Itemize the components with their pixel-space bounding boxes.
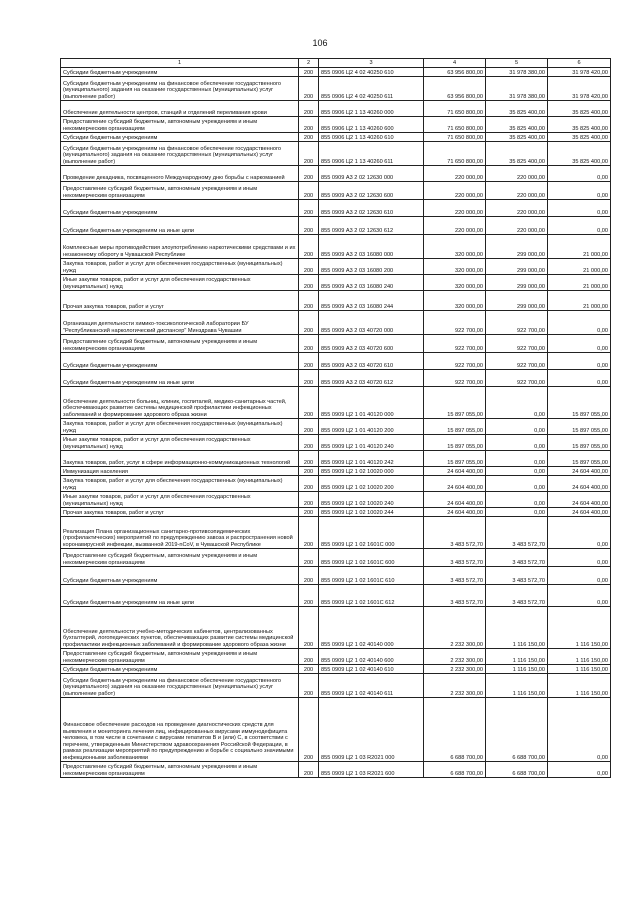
- row-code-cell: 855 0909 А3 2 02 12630 000: [319, 166, 424, 182]
- row-value-3-cell: 24 604 400,00: [548, 476, 611, 492]
- row-value-2-cell: 922 700,00: [486, 370, 548, 387]
- row-code-cell: 855 0909 Ц2 1 02 10020 200: [319, 476, 424, 492]
- row-code-cell: 855 0906 Ц2 1 13 40260 600: [319, 117, 424, 133]
- table-row: [61, 101, 611, 117]
- table-row: [61, 585, 611, 607]
- row-value-2-cell: 0,00: [486, 387, 548, 419]
- row-value-2-cell: 3 483 572,70: [486, 517, 548, 549]
- row-code-cell: 855 0909 Ц2 1 01 40120 000: [319, 387, 424, 419]
- row-value-1-cell: 2 232 300,00: [424, 649, 486, 665]
- row-group-cell: 200: [299, 217, 319, 235]
- row-value-3-cell: 1 116 150,00: [548, 674, 611, 698]
- table-row: [61, 435, 611, 451]
- row-value-1-cell: 63 956 800,00: [424, 77, 486, 101]
- row-name-cell: Комплексные меры противодействия злоупотреблению наркотическими средствами и их незаконному обороту в Чувашской Республике: [61, 235, 299, 259]
- row-code-cell: 855 0909 А3 2 03 40720 610: [319, 353, 424, 370]
- table-row: [61, 517, 611, 549]
- row-value-1-cell: 320 000,00: [424, 275, 486, 291]
- row-value-1-cell: 15 897 055,00: [424, 387, 486, 419]
- table-row: [61, 762, 611, 778]
- row-group-cell: 200: [299, 585, 319, 607]
- row-code-cell: 855 0909 Ц2 1 02 1601С 612: [319, 585, 424, 607]
- row-name-cell: Субсидии бюджетным учреждениям на иные цели: [61, 217, 299, 235]
- row-code-cell: 855 0909 Ц2 1 02 10020 240: [319, 492, 424, 508]
- row-value-3-cell: 24 604 400,00: [548, 508, 611, 517]
- row-name-cell: Субсидии бюджетным учреждениям на финансовое обеспечение государственного (муниципального) задания на оказание государственных (муниципальных) услуг (выполнение работ): [61, 674, 299, 698]
- row-name-cell: Предоставление субсидий бюджетным, автономным учреждениям и иным некоммерческим организациям: [61, 335, 299, 353]
- row-value-2-cell: 0,00: [486, 508, 548, 517]
- row-value-2-cell: 3 483 572,70: [486, 567, 548, 585]
- row-value-1-cell: 15 897 055,00: [424, 419, 486, 435]
- row-code-cell: 855 0909 Ц2 1 02 40140 000: [319, 607, 424, 649]
- row-value-3-cell: 15 897 055,00: [548, 387, 611, 419]
- row-code-cell: 855 0909 А3 2 02 12630 600: [319, 182, 424, 200]
- row-name-cell: Закупка товаров, работ и услуг для обеспечения государственных (муниципальных) нужд: [61, 476, 299, 492]
- table-row: [61, 370, 611, 387]
- row-name-cell: Финансовое обеспечение расходов на проведение диагностических средств для выявления и мониторинга лечения лиц, инфицированных вирусами иммунодефицита человека, в том числе в сочетании с вирусами гепатитов В и (или) С, в соответствии с перечнем, утвержденным Министерством здравоохранения Российской Федерации, в рамках реализации мероприятий по предупреждению и борьбе с социально значимыми инфекционными заболеваниями: [61, 698, 299, 762]
- table-row: [61, 467, 611, 476]
- row-value-2-cell: 3 483 572,70: [486, 585, 548, 607]
- row-code-cell: 855 0909 Ц2 1 01 40120 200: [319, 419, 424, 435]
- row-code-cell: 855 0909 Ц2 1 03 R2021 600: [319, 762, 424, 778]
- row-group-cell: 200: [299, 275, 319, 291]
- row-value-2-cell: 0,00: [486, 435, 548, 451]
- row-value-2-cell: 299 000,00: [486, 291, 548, 311]
- table-row: [61, 698, 611, 762]
- row-value-2-cell: 35 825 400,00: [486, 133, 548, 142]
- row-name-cell: Субсидии бюджетным учреждениям: [61, 68, 299, 77]
- row-value-2-cell: 299 000,00: [486, 275, 548, 291]
- row-value-3-cell: 0,00: [548, 762, 611, 778]
- row-value-2-cell: 6 688 700,00: [486, 698, 548, 762]
- row-value-3-cell: 0,00: [548, 166, 611, 182]
- row-value-1-cell: 922 700,00: [424, 311, 486, 335]
- row-value-1-cell: 3 483 572,70: [424, 549, 486, 567]
- row-code-cell: 855 0906 Ц2 4 02 40250 611: [319, 77, 424, 101]
- table-row: [61, 235, 611, 259]
- row-group-cell: 200: [299, 451, 319, 467]
- row-value-1-cell: 320 000,00: [424, 291, 486, 311]
- row-name-cell: Субсидии бюджетным учреждениям: [61, 353, 299, 370]
- row-value-3-cell: 21 000,00: [548, 235, 611, 259]
- table-row: [61, 182, 611, 200]
- table-row: [61, 259, 611, 275]
- table-row: [61, 492, 611, 508]
- row-value-3-cell: 0,00: [548, 517, 611, 549]
- table-row: [61, 508, 611, 517]
- header-cell-5: 5: [486, 59, 548, 68]
- row-group-cell: 200: [299, 517, 319, 549]
- row-code-cell: 855 0909 А3 2 03 16080 240: [319, 275, 424, 291]
- row-value-1-cell: 71 650 800,00: [424, 133, 486, 142]
- row-value-1-cell: 220 000,00: [424, 182, 486, 200]
- row-group-cell: 200: [299, 200, 319, 217]
- row-value-2-cell: 0,00: [486, 492, 548, 508]
- row-group-cell: 200: [299, 235, 319, 259]
- row-group-cell: 200: [299, 166, 319, 182]
- row-name-cell: Субсидии бюджетным учреждениям: [61, 200, 299, 217]
- row-group-cell: 200: [299, 259, 319, 275]
- row-value-1-cell: 24 604 400,00: [424, 508, 486, 517]
- table-row: [61, 275, 611, 291]
- header-cell-1: 1: [61, 59, 299, 68]
- row-value-2-cell: 3 483 572,70: [486, 549, 548, 567]
- row-group-cell: 200: [299, 665, 319, 674]
- row-value-3-cell: 0,00: [548, 217, 611, 235]
- row-name-cell: Предоставление субсидий бюджетным, автономным учреждениям и иным некоммерческим организациям: [61, 649, 299, 665]
- row-value-2-cell: 299 000,00: [486, 259, 548, 275]
- row-name-cell: Субсидии бюджетным учреждениям: [61, 665, 299, 674]
- row-value-1-cell: 2 232 300,00: [424, 665, 486, 674]
- row-name-cell: Реализация Плана организационных санитарно-противоэпидемических (профилактических) мероприятий по предупреждению завоза и распространения новой коронавирусной инфекции, вызванной 2019-nCoV, в Чувашской Республике: [61, 517, 299, 549]
- row-value-3-cell: 21 000,00: [548, 291, 611, 311]
- row-value-1-cell: 63 956 800,00: [424, 68, 486, 77]
- table-row: [61, 217, 611, 235]
- header-cell-3: 3: [319, 59, 424, 68]
- table-row: [61, 335, 611, 353]
- row-value-1-cell: 922 700,00: [424, 370, 486, 387]
- row-name-cell: Субсидии бюджетным учреждениям на финансовое обеспечение государственного (муниципального) задания на оказание государственных (муниципальных) услуг (выполнение работ): [61, 142, 299, 166]
- row-group-cell: 200: [299, 133, 319, 142]
- table-row: [61, 419, 611, 435]
- table-row: [61, 133, 611, 142]
- row-code-cell: 855 0909 А3 2 03 40720 600: [319, 335, 424, 353]
- row-value-3-cell: 1 116 150,00: [548, 649, 611, 665]
- row-value-3-cell: 0,00: [548, 698, 611, 762]
- row-code-cell: 855 0906 Ц2 1 13 40260 611: [319, 142, 424, 166]
- row-value-2-cell: 220 000,00: [486, 182, 548, 200]
- row-name-cell: Прочая закупка товаров, работ и услуг: [61, 508, 299, 517]
- row-name-cell: Закупка товаров, работ и услуг для обеспечения государственных (муниципальных) нужд: [61, 419, 299, 435]
- row-name-cell: Организация деятельности химико-токсикологической лаборатории БУ "Республиканский наркологический диспансер" Минздрава Чувашии: [61, 311, 299, 335]
- row-group-cell: 200: [299, 291, 319, 311]
- row-value-1-cell: 15 897 055,00: [424, 435, 486, 451]
- table-row: [61, 353, 611, 370]
- row-value-3-cell: 0,00: [548, 353, 611, 370]
- row-code-cell: 855 0909 А3 2 02 12630 610: [319, 200, 424, 217]
- row-value-3-cell: 24 604 400,00: [548, 467, 611, 476]
- row-group-cell: 200: [299, 567, 319, 585]
- row-value-2-cell: 922 700,00: [486, 311, 548, 335]
- row-value-3-cell: 15 897 055,00: [548, 435, 611, 451]
- row-value-1-cell: 320 000,00: [424, 259, 486, 275]
- row-value-3-cell: 35 825 400,00: [548, 133, 611, 142]
- row-code-cell: 855 0909 Ц2 1 02 40140 600: [319, 649, 424, 665]
- table-row: [61, 451, 611, 467]
- row-name-cell: Закупка товаров, работ, услуг в сфере информационно-коммуникационных технологий: [61, 451, 299, 467]
- row-value-3-cell: 35 825 400,00: [548, 117, 611, 133]
- row-name-cell: Проведение декадника, посвященного Международному дню борьбы с наркоманией: [61, 166, 299, 182]
- row-value-1-cell: 3 483 572,70: [424, 585, 486, 607]
- row-group-cell: 200: [299, 311, 319, 335]
- row-group-cell: 200: [299, 117, 319, 133]
- table-row: [61, 166, 611, 182]
- row-group-cell: 200: [299, 182, 319, 200]
- row-value-3-cell: 1 116 150,00: [548, 607, 611, 649]
- header-cell-6: 6: [548, 59, 611, 68]
- row-code-cell: 855 0909 Ц2 1 03 R2021 000: [319, 698, 424, 762]
- row-name-cell: Закупка товаров, работ и услуг для обеспечения государственных (муниципальных) нужд: [61, 259, 299, 275]
- row-value-3-cell: 0,00: [548, 200, 611, 217]
- row-group-cell: 200: [299, 142, 319, 166]
- row-value-1-cell: 320 000,00: [424, 235, 486, 259]
- row-group-cell: 200: [299, 370, 319, 387]
- row-group-cell: 200: [299, 353, 319, 370]
- table-row: [61, 200, 611, 217]
- row-value-2-cell: 1 116 150,00: [486, 649, 548, 665]
- table-row: [61, 68, 611, 77]
- row-name-cell: Субсидии бюджетным учреждениям на иные цели: [61, 585, 299, 607]
- table-row: [61, 649, 611, 665]
- row-value-3-cell: 15 897 055,00: [548, 419, 611, 435]
- row-value-1-cell: 3 483 572,70: [424, 567, 486, 585]
- row-code-cell: 855 0909 А3 2 03 16080 200: [319, 259, 424, 275]
- row-code-cell: 855 0909 Ц2 1 02 40140 610: [319, 665, 424, 674]
- row-value-1-cell: 71 650 800,00: [424, 117, 486, 133]
- table-row: [61, 607, 611, 649]
- row-code-cell: 855 0909 А3 2 03 16080 244: [319, 291, 424, 311]
- row-name-cell: Субсидии бюджетным учреждениям на финансовое обеспечение государственного (муниципального) задания на оказание государственных (муниципальных) услуг (выполнение работ): [61, 77, 299, 101]
- table-row: [61, 142, 611, 166]
- row-value-3-cell: 0,00: [548, 370, 611, 387]
- row-value-3-cell: 0,00: [548, 311, 611, 335]
- row-value-1-cell: 24 604 400,00: [424, 492, 486, 508]
- row-code-cell: 855 0909 А3 2 02 12630 612: [319, 217, 424, 235]
- row-value-1-cell: 922 700,00: [424, 335, 486, 353]
- table-row: [61, 567, 611, 585]
- row-value-1-cell: 922 700,00: [424, 353, 486, 370]
- row-value-3-cell: 31 978 420,00: [548, 68, 611, 77]
- row-value-3-cell: 1 116 150,00: [548, 665, 611, 674]
- row-code-cell: 855 0909 Ц2 1 02 10020 244: [319, 508, 424, 517]
- row-group-cell: 200: [299, 387, 319, 419]
- row-group-cell: 200: [299, 467, 319, 476]
- row-name-cell: Иммунизация населения: [61, 467, 299, 476]
- row-code-cell: 855 0909 Ц2 1 02 1601С 600: [319, 549, 424, 567]
- row-value-3-cell: 0,00: [548, 567, 611, 585]
- row-name-cell: Иные закупки товаров, работ и услуг для обеспечения государственных (муниципальных) нужд: [61, 492, 299, 508]
- header-cell-2: 2: [299, 59, 319, 68]
- row-name-cell: Субсидии бюджетным учреждениям: [61, 567, 299, 585]
- header-cell-4: 4: [424, 59, 486, 68]
- row-code-cell: 855 0909 Ц2 1 02 10020 000: [319, 467, 424, 476]
- row-value-1-cell: 71 650 800,00: [424, 142, 486, 166]
- row-value-3-cell: 15 897 055,00: [548, 451, 611, 467]
- row-code-cell: 855 0909 Ц2 1 02 40140 611: [319, 674, 424, 698]
- table-row: [61, 311, 611, 335]
- row-name-cell: Субсидии бюджетным учреждениям: [61, 133, 299, 142]
- row-name-cell: Предоставление субсидий бюджетным, автономным учреждениям и иным некоммерческим организациям: [61, 549, 299, 567]
- row-name-cell: Предоставление субсидий бюджетным, автономным учреждениям и иным некоммерческим организациям: [61, 117, 299, 133]
- row-code-cell: 855 0909 Ц2 1 02 1601С 000: [319, 517, 424, 549]
- row-value-1-cell: 6 688 700,00: [424, 762, 486, 778]
- row-group-cell: 200: [299, 476, 319, 492]
- row-value-2-cell: 922 700,00: [486, 353, 548, 370]
- row-group-cell: 200: [299, 674, 319, 698]
- row-value-1-cell: 220 000,00: [424, 200, 486, 217]
- row-value-1-cell: 220 000,00: [424, 217, 486, 235]
- row-value-2-cell: 0,00: [486, 451, 548, 467]
- row-value-2-cell: 220 000,00: [486, 217, 548, 235]
- table-row: [61, 665, 611, 674]
- table-row: [61, 291, 611, 311]
- row-name-cell: Предоставление субсидий бюджетным, автономным учреждениям и иным некоммерческим организациям: [61, 182, 299, 200]
- row-value-3-cell: 0,00: [548, 182, 611, 200]
- row-name-cell: Иные закупки товаров, работ и услуг для обеспечения государственных (муниципальных) нужд: [61, 275, 299, 291]
- row-name-cell: Обеспечение деятельности центров, станций и отделений переливания крови: [61, 101, 299, 117]
- row-value-2-cell: 35 825 400,00: [486, 101, 548, 117]
- row-group-cell: 200: [299, 508, 319, 517]
- table-row: [61, 77, 611, 101]
- row-value-2-cell: 299 000,00: [486, 235, 548, 259]
- page-number: 106: [312, 38, 328, 48]
- row-name-cell: Предоставление субсидий бюджетным, автономным учреждениям и иным некоммерческим организациям: [61, 762, 299, 778]
- row-value-3-cell: 21 000,00: [548, 275, 611, 291]
- row-value-2-cell: 220 000,00: [486, 200, 548, 217]
- row-name-cell: Субсидии бюджетным учреждениям на иные цели: [61, 370, 299, 387]
- row-value-3-cell: 21 000,00: [548, 259, 611, 275]
- row-code-cell: 855 0906 Ц2 1 13 40260 610: [319, 133, 424, 142]
- row-group-cell: 200: [299, 335, 319, 353]
- row-value-2-cell: 31 978 380,00: [486, 77, 548, 101]
- table-row: [61, 674, 611, 698]
- row-group-cell: 200: [299, 77, 319, 101]
- row-value-1-cell: 2 232 300,00: [424, 607, 486, 649]
- row-value-2-cell: 35 825 400,00: [486, 117, 548, 133]
- row-value-3-cell: 35 825 400,00: [548, 142, 611, 166]
- table-row: [61, 387, 611, 419]
- row-code-cell: 855 0909 А3 2 03 40720 000: [319, 311, 424, 335]
- row-value-1-cell: 15 897 055,00: [424, 451, 486, 467]
- table-row: [61, 549, 611, 567]
- row-code-cell: 855 0909 А3 2 03 16080 000: [319, 235, 424, 259]
- row-value-3-cell: 35 825 400,00: [548, 101, 611, 117]
- table-row: [61, 117, 611, 133]
- row-value-2-cell: 31 978 380,00: [486, 68, 548, 77]
- row-code-cell: 855 0909 Ц2 1 01 40120 240: [319, 435, 424, 451]
- row-name-cell: Обеспечение деятельности учебно-методических кабинетов, централизованных бухгалтерий, логопедических пунктов, обеспечивающих развитие системы медицинской профилактики инфекционных заболеваний и формирование здорового образа жизни: [61, 607, 299, 649]
- row-code-cell: 855 0906 Ц2 1 13 40260 000: [319, 101, 424, 117]
- row-group-cell: 200: [299, 549, 319, 567]
- row-value-2-cell: 6 688 700,00: [486, 762, 548, 778]
- row-name-cell: Прочая закупка товаров, работ и услуг: [61, 291, 299, 311]
- row-value-2-cell: 35 825 400,00: [486, 142, 548, 166]
- row-value-2-cell: 1 116 150,00: [486, 607, 548, 649]
- row-code-cell: 855 0906 Ц2 4 02 40250 610: [319, 68, 424, 77]
- row-value-1-cell: 3 483 572,70: [424, 517, 486, 549]
- row-group-cell: 200: [299, 101, 319, 117]
- row-value-3-cell: 31 978 420,00: [548, 77, 611, 101]
- row-value-3-cell: 0,00: [548, 335, 611, 353]
- row-value-1-cell: 220 000,00: [424, 166, 486, 182]
- row-name-cell: Иные закупки товаров, работ и услуг для обеспечения государственных (муниципальных) нужд: [61, 435, 299, 451]
- row-value-1-cell: 24 604 400,00: [424, 476, 486, 492]
- row-value-2-cell: 1 116 150,00: [486, 674, 548, 698]
- row-value-1-cell: 71 650 800,00: [424, 101, 486, 117]
- row-code-cell: 855 0909 Ц2 1 02 1601С 610: [319, 567, 424, 585]
- row-group-cell: 200: [299, 607, 319, 649]
- row-code-cell: 855 0909 Ц2 1 01 40120 242: [319, 451, 424, 467]
- row-value-1-cell: 6 688 700,00: [424, 698, 486, 762]
- row-value-3-cell: 0,00: [548, 585, 611, 607]
- row-code-cell: 855 0909 А3 2 03 40720 612: [319, 370, 424, 387]
- row-name-cell: Обеспечение деятельности больниц, клиник, госпиталей, медико-санитарных частей, обеспечивающих развитие системы медицинской профилактики инфекционных заболеваний и формирование здорового образа жизни: [61, 387, 299, 419]
- row-value-3-cell: 0,00: [548, 549, 611, 567]
- row-group-cell: 200: [299, 649, 319, 665]
- row-value-3-cell: 24 604 400,00: [548, 492, 611, 508]
- row-group-cell: 200: [299, 68, 319, 77]
- row-group-cell: 200: [299, 762, 319, 778]
- row-value-2-cell: 0,00: [486, 467, 548, 476]
- row-value-2-cell: 922 700,00: [486, 335, 548, 353]
- row-value-2-cell: 0,00: [486, 419, 548, 435]
- row-value-2-cell: 0,00: [486, 476, 548, 492]
- row-value-2-cell: 1 116 150,00: [486, 665, 548, 674]
- row-group-cell: 200: [299, 698, 319, 762]
- row-value-1-cell: 24 604 400,00: [424, 467, 486, 476]
- row-group-cell: 200: [299, 419, 319, 435]
- row-group-cell: 200: [299, 492, 319, 508]
- budget-table: [60, 58, 611, 778]
- row-value-1-cell: 2 232 300,00: [424, 674, 486, 698]
- table-header-row: [61, 59, 611, 68]
- table-row: [61, 476, 611, 492]
- row-value-2-cell: 220 000,00: [486, 166, 548, 182]
- row-group-cell: 200: [299, 435, 319, 451]
- table-body: [61, 59, 611, 778]
